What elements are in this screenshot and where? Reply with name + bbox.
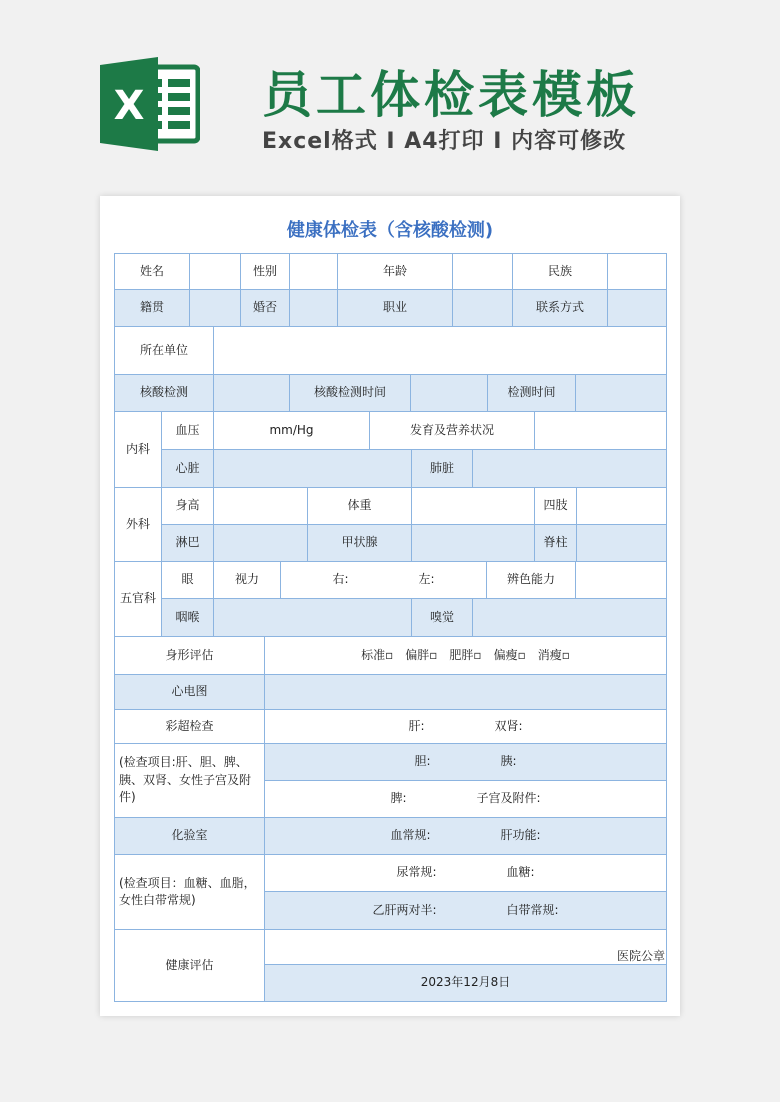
nutrition-field[interactable] <box>534 411 667 450</box>
weight-label: 体重 <box>307 487 412 525</box>
vision-fields[interactable] <box>280 561 487 599</box>
lab-row-1[interactable] <box>264 817 667 855</box>
occupation-label: 职业 <box>337 289 453 327</box>
gallbladder-label: 胆: <box>414 754 431 769</box>
bp-label: 血压 <box>161 411 214 450</box>
contact-label: 联系方式 <box>512 289 608 327</box>
assessment-date: 2023年12月8日 <box>264 964 667 1002</box>
origin-label: 籍贯 <box>114 289 190 327</box>
check-time-label: 检测时间 <box>487 374 576 412</box>
ultrasound-note: (检查项目:肝、胆、脾、胰、双肾、女性子宫及附件) <box>114 743 265 818</box>
body-shape-label: 身形评估 <box>114 636 265 675</box>
liver-label: 肝: <box>408 718 425 733</box>
liver-function-label: 肝功能: <box>500 828 541 843</box>
lab-row-3[interactable] <box>264 891 667 930</box>
origin-field[interactable] <box>189 289 241 327</box>
ultrasound-label: 彩超检查 <box>114 709 265 744</box>
ultrasound-row-2[interactable] <box>264 743 667 781</box>
check-time-field[interactable] <box>575 374 667 412</box>
smell-field[interactable] <box>472 598 667 637</box>
lab-row-2[interactable] <box>264 854 667 892</box>
blood-routine-label: 血常规: <box>390 828 431 843</box>
internal-label: 内科 <box>114 411 162 488</box>
lab-label: 化验室 <box>114 817 265 855</box>
excel-icon <box>100 57 200 151</box>
name-label: 姓名 <box>114 253 190 290</box>
throat-label: 咽喉 <box>161 598 214 637</box>
gender-label: 性别 <box>240 253 290 290</box>
blood-glucose-label: 血糖: <box>506 865 535 880</box>
bp-field[interactable]: mm/Hg <box>213 411 370 450</box>
vision-left-label: 左: <box>418 572 435 587</box>
thyroid-label: 甲状腺 <box>307 524 412 562</box>
height-label: 身高 <box>161 487 214 525</box>
ethnicity-label: 民族 <box>512 253 608 290</box>
test-time-label: 核酸检测时间 <box>289 374 411 412</box>
ent-label: 五官科 <box>114 561 162 637</box>
body-shape-options <box>264 636 667 675</box>
gender-field[interactable] <box>289 253 338 290</box>
heart-field[interactable] <box>213 449 412 488</box>
age-field[interactable] <box>452 253 513 290</box>
employer-label: 所在单位 <box>114 326 214 375</box>
name-field[interactable] <box>189 253 241 290</box>
option-obese[interactable]: 肥胖▫ <box>449 647 482 662</box>
lymph-label: 淋巴 <box>161 524 214 562</box>
option-standard[interactable]: 标准▫ <box>361 647 394 662</box>
ultrasound-row-1[interactable] <box>264 709 667 744</box>
employer-field[interactable] <box>213 326 667 375</box>
banner-title: 员工体检表模板 <box>262 66 640 124</box>
hepatitis-b-label: 乙肝两对半: <box>372 902 437 917</box>
lungs-label: 肺脏 <box>411 449 473 488</box>
ultrasound-row-3[interactable] <box>264 780 667 818</box>
surgery-label: 外科 <box>114 487 162 562</box>
color-vision-label: 辨色能力 <box>486 561 576 599</box>
smell-label: 嗅觉 <box>411 598 473 637</box>
height-field[interactable] <box>213 487 308 525</box>
lymph-field[interactable] <box>213 524 308 562</box>
throat-field[interactable] <box>213 598 412 637</box>
form-sheet <box>100 196 680 1016</box>
vision-label: 视力 <box>213 561 281 599</box>
eye-label: 眼 <box>161 561 214 599</box>
marital-field[interactable] <box>289 289 338 327</box>
pancreas-label: 胰: <box>500 754 517 769</box>
urine-routine-label: 尿常规: <box>396 865 437 880</box>
option-chubby[interactable]: 偏胖▫ <box>405 647 438 662</box>
contact-field[interactable] <box>607 289 667 327</box>
hospital-seal-label: 医院公章 <box>616 949 665 964</box>
banner-subtitle: Excel格式 I A4打印 I 内容可修改 <box>262 129 627 154</box>
ecg-label: 心电图 <box>114 674 265 710</box>
ecg-field[interactable] <box>264 674 667 710</box>
test-time-field[interactable] <box>410 374 488 412</box>
lungs-field[interactable] <box>472 449 667 488</box>
spine-label: 脊柱 <box>534 524 577 562</box>
uterus-label: 子宫及附件: <box>476 791 541 806</box>
form-title: 健康体检表（含核酸检测) <box>286 220 494 241</box>
banner <box>0 0 780 190</box>
vision-right-label: 右: <box>332 572 349 587</box>
logo-letter: X <box>113 83 145 129</box>
thyroid-field[interactable] <box>411 524 535 562</box>
weight-field[interactable] <box>411 487 535 525</box>
spleen-label: 脾: <box>390 791 407 806</box>
assessment-label: 健康评估 <box>114 929 265 1002</box>
occupation-field[interactable] <box>452 289 513 327</box>
nutrition-label: 发育及营养状况 <box>369 411 535 450</box>
lab-note: (检查项目：血糖、血脂，女性白带常规) <box>114 854 265 930</box>
age-label: 年龄 <box>337 253 453 290</box>
ethnicity-field[interactable] <box>607 253 667 290</box>
limbs-field[interactable] <box>576 487 667 525</box>
color-vision-field[interactable] <box>575 561 667 599</box>
nucleic-test-label: 核酸检测 <box>114 374 214 412</box>
heart-label: 心脏 <box>161 449 214 488</box>
option-emaciated[interactable]: 消瘦▫ <box>537 647 570 662</box>
option-thin[interactable]: 偏瘦▫ <box>493 647 526 662</box>
leucorrhea-label: 白带常规: <box>506 902 559 917</box>
limbs-label: 四肢 <box>534 487 577 525</box>
marital-label: 婚否 <box>240 289 290 327</box>
nucleic-test-field[interactable] <box>213 374 290 412</box>
kidney-label: 双肾: <box>494 718 523 733</box>
spine-field[interactable] <box>576 524 667 562</box>
